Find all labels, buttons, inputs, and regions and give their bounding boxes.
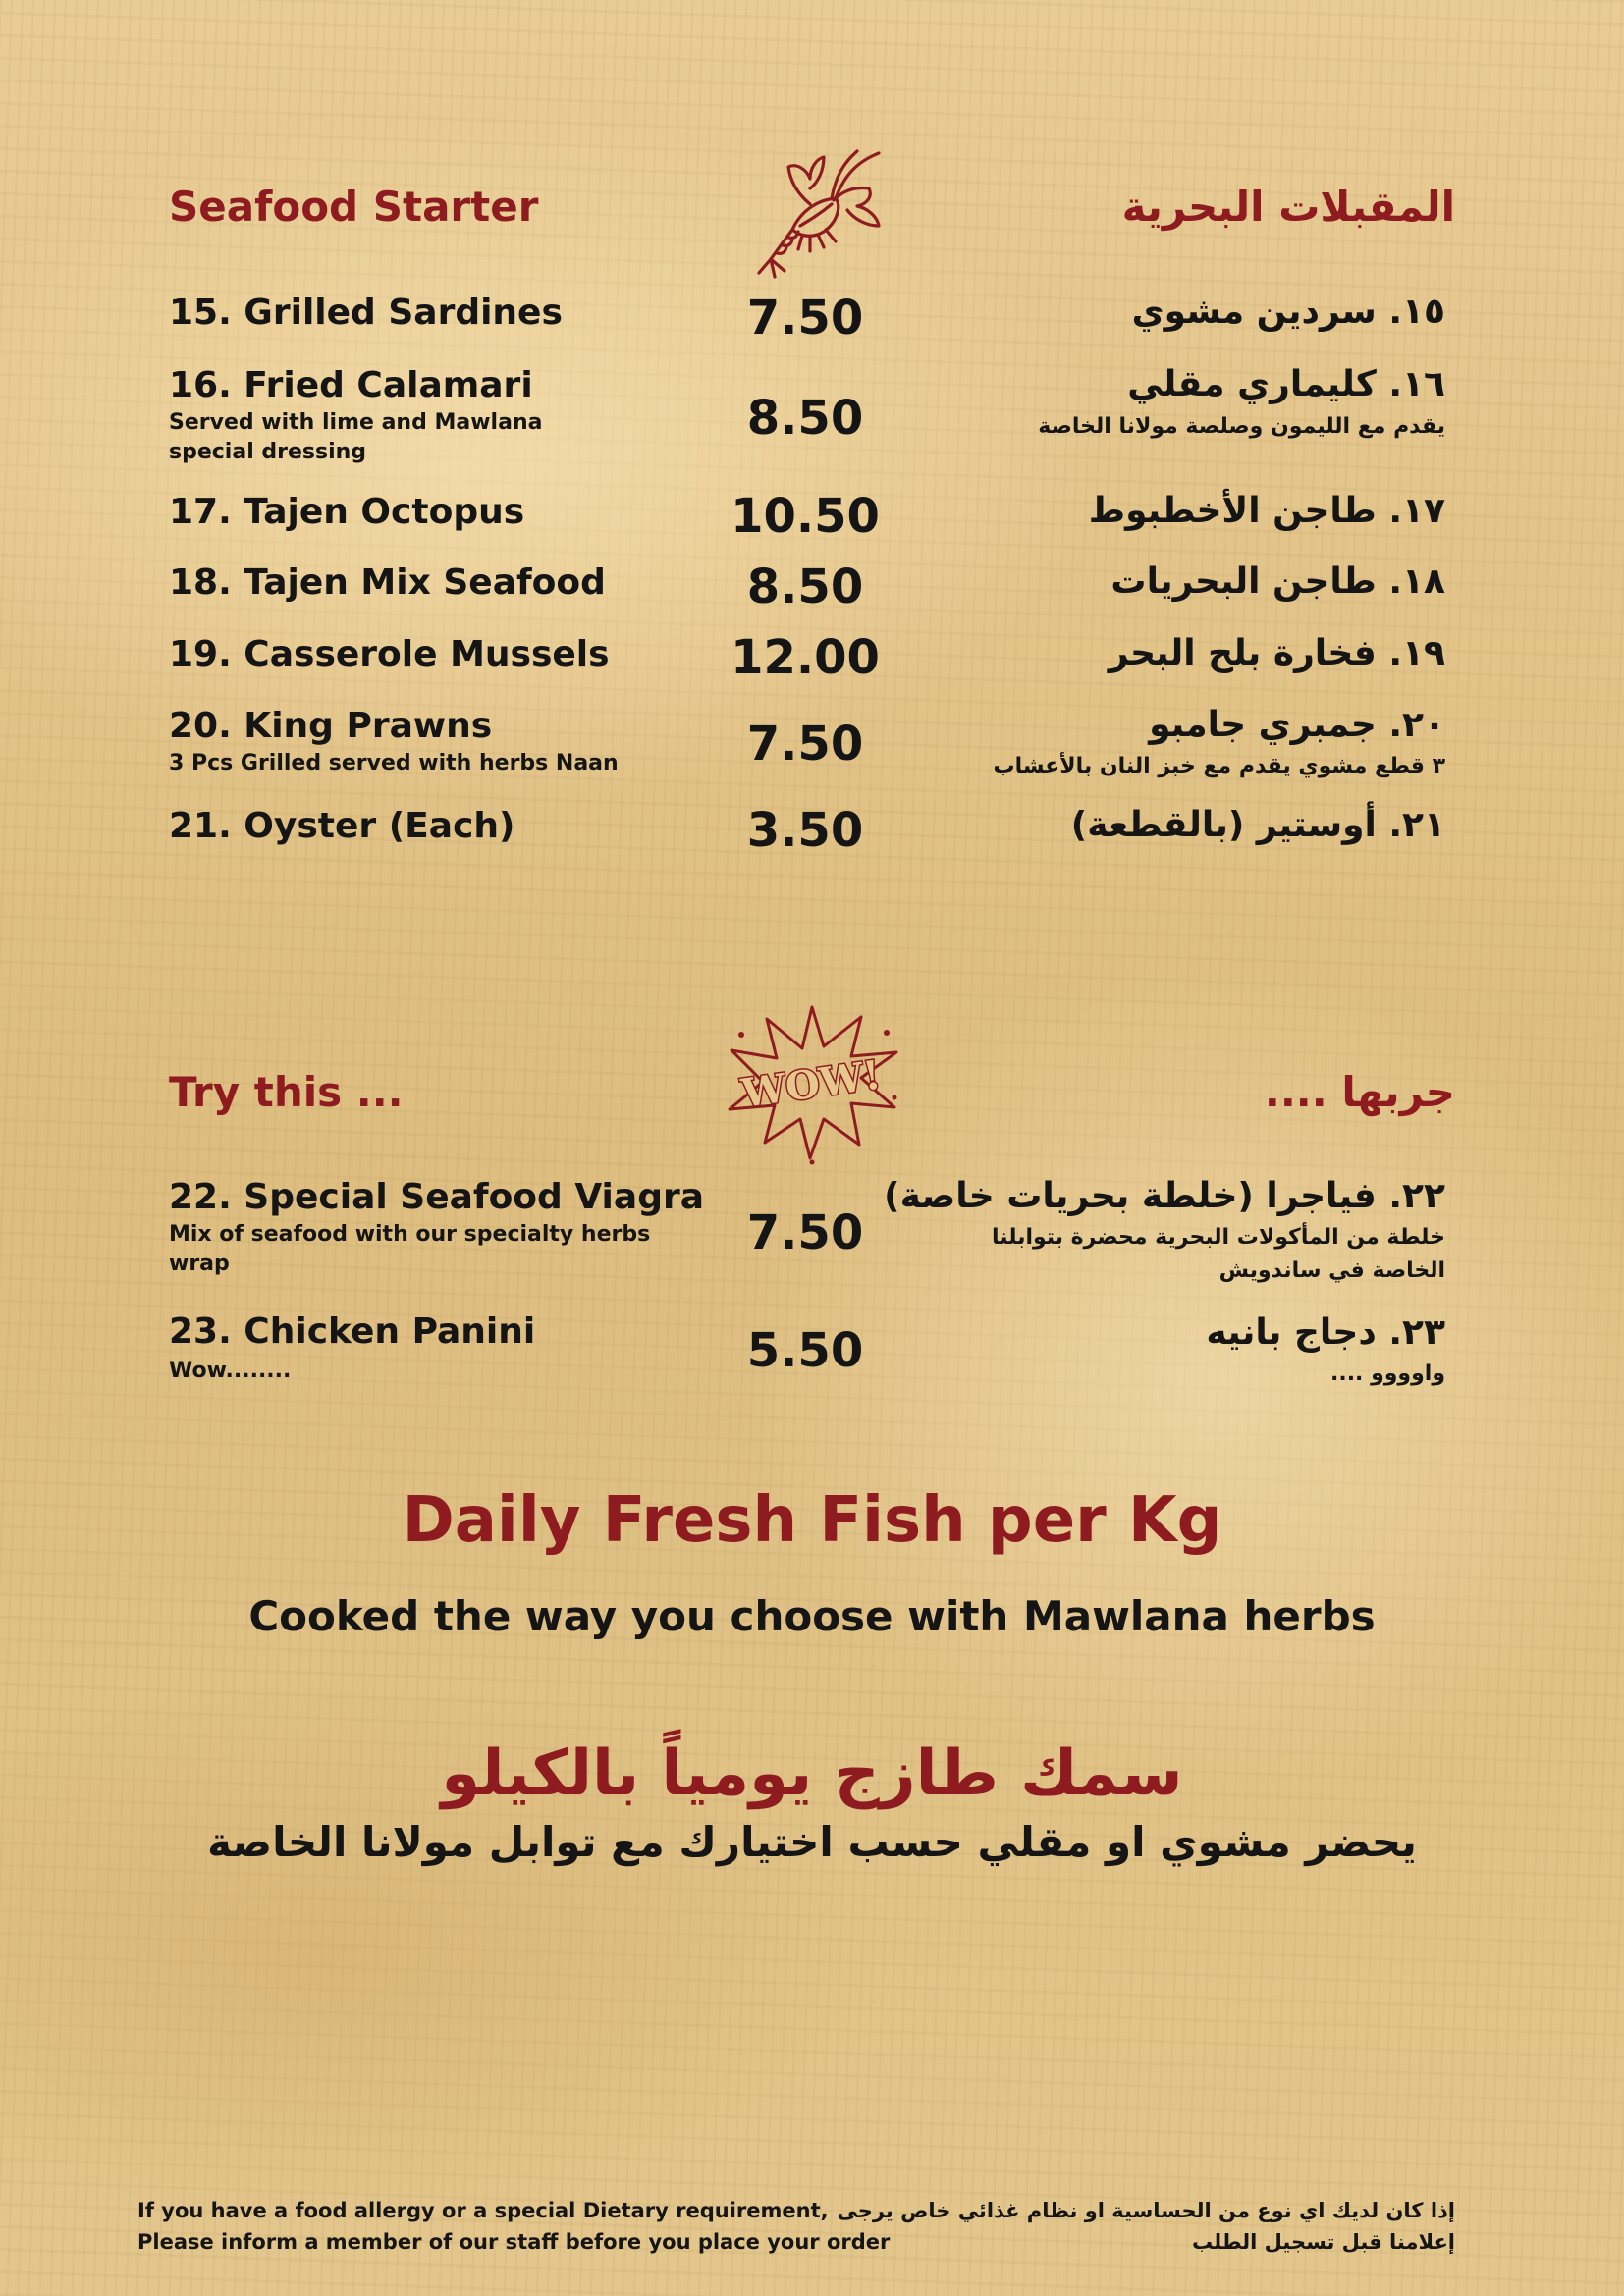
item-name-en: 23. Chicken Panini bbox=[169, 1311, 536, 1352]
item-name-ar: ١٦. كليماري مقلي bbox=[1127, 364, 1445, 404]
item-price: 8.50 bbox=[746, 560, 864, 614]
section-title-seafood-starter-en: Seafood Starter bbox=[169, 183, 539, 231]
item-desc-ar: ٣ قطع مشوي يقدم مع خبز النان بالأعشاب bbox=[993, 754, 1445, 778]
allergy-note-ar bbox=[837, 2195, 1455, 2258]
item-desc-en: Served with lime and Mawlana special dressing bbox=[169, 410, 543, 464]
item-desc-en: Wow........ bbox=[169, 1359, 292, 1383]
allergy-note-ar-line1: إذا كان لديك اي نوع من الحساسية او نظام غذائي خاص يرجى bbox=[837, 2199, 1455, 2222]
item-name-en: 16. Fried Calamari bbox=[169, 365, 533, 405]
fresh-fish-subtitle-ar: يحضر مشوي او مقلي حسب اختيارك مع توابل مولانا الخاصة bbox=[207, 1818, 1417, 1866]
allergy-note-ar-line2: إعلامنا قبل تسجيل الطلب bbox=[1192, 2230, 1455, 2254]
item-name-ar: ٢١. أوستير (بالقطعة) bbox=[1070, 805, 1445, 845]
fresh-fish-subtitle-en: Cooked the way you choose with Mawlana herbs bbox=[248, 1592, 1376, 1640]
item-name-en: 17. Tajen Octopus bbox=[169, 492, 525, 532]
section-title-seafood-starter-ar: المقبلات البحرية bbox=[1121, 183, 1455, 231]
item-desc-en: Mix of seafood with our specialty herbs wrap bbox=[169, 1222, 651, 1276]
item-name-ar: ١٩. فخارة بلح البحر bbox=[1108, 633, 1445, 673]
item-name-ar: ٢٣. دجاج بانيه bbox=[1206, 1312, 1445, 1353]
item-name-ar: ٢٢. فياجرا (خلطة بحريات خاصة) bbox=[884, 1176, 1445, 1216]
item-price: 10.50 bbox=[731, 489, 880, 544]
item-price: 12.00 bbox=[731, 630, 880, 685]
item-desc-ar: يقدم مع الليمون وصلصة مولانا الخاصة bbox=[1038, 414, 1445, 439]
section-title-try-this-ar: جربها .... bbox=[1264, 1068, 1455, 1116]
allergy-note-en-line1: If you have a food allergy or a special Dietary requirement, bbox=[137, 2199, 829, 2222]
item-name-en: 22. Special Seafood Viagra bbox=[169, 1177, 705, 1217]
item-price: 7.50 bbox=[746, 717, 864, 772]
item-name-ar: ١٧. طاجن الأخطبوط bbox=[1088, 491, 1445, 531]
item-name-en: 15. Grilled Sardines bbox=[169, 293, 563, 333]
item-price: 7.50 bbox=[746, 291, 864, 346]
lobster-icon bbox=[741, 143, 889, 281]
item-price: 8.50 bbox=[746, 391, 864, 446]
wow-badge-text: WOW! bbox=[738, 1051, 884, 1117]
item-desc-ar: واوووو .... bbox=[1329, 1362, 1445, 1386]
item-name-en: 20. King Prawns bbox=[169, 706, 493, 746]
item-name-ar: ١٥. سردين مشوي bbox=[1131, 292, 1445, 332]
section-title-try-this-en: Try this ... bbox=[169, 1068, 404, 1116]
fresh-fish-title-en: Daily Fresh Fish per Kg bbox=[402, 1484, 1222, 1557]
item-price: 3.50 bbox=[746, 803, 864, 858]
item-price: 7.50 bbox=[746, 1205, 864, 1260]
wow-burst-icon bbox=[722, 999, 903, 1166]
allergy-note-en-line2: Please inform a member of our staff before you place your order bbox=[137, 2230, 891, 2254]
fresh-fish-title-ar: سمك طازج يومياً بالكيلو bbox=[441, 1737, 1183, 1810]
allergy-note-en bbox=[137, 2195, 890, 2258]
item-price: 5.50 bbox=[746, 1323, 864, 1378]
item-name-en: 21. Oyster (Each) bbox=[169, 806, 515, 846]
item-name-ar: ٢٠. جمبري جامبو bbox=[1149, 705, 1445, 745]
item-name-ar: ١٨. طاجن البحريات bbox=[1110, 561, 1445, 602]
item-desc-ar: خلطة من المأكولات البحرية محضرة بتوابلنا الخاصة في ساندويش bbox=[991, 1225, 1445, 1283]
item-name-en: 18. Tajen Mix Seafood bbox=[169, 562, 606, 603]
item-desc-en: 3 Pcs Grilled served with herbs Naan bbox=[169, 751, 619, 775]
item-name-en: 19. Casserole Mussels bbox=[169, 634, 610, 674]
